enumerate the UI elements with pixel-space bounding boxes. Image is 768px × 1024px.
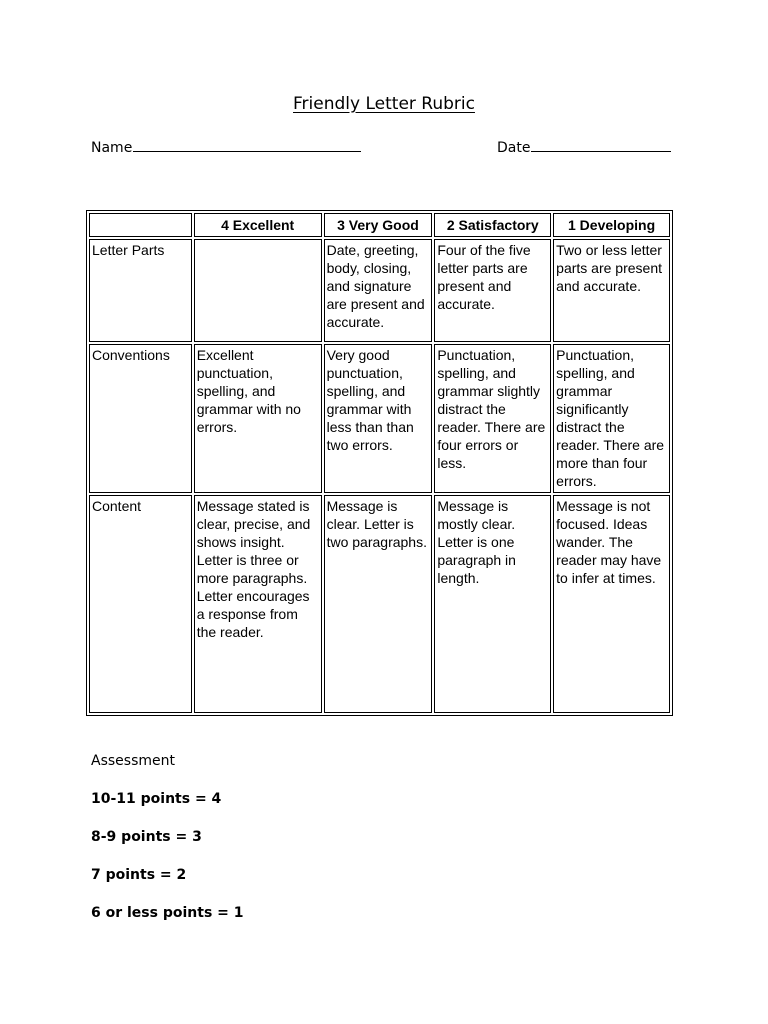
header-cell-excellent: 4 Excellent bbox=[194, 213, 322, 237]
rubric-header-row bbox=[89, 213, 670, 237]
rubric-cell: Message is clear. Letter is two paragraphs. bbox=[324, 495, 433, 713]
rubric-cell: Punctuation, spelling, and grammar slightly distract the reader. There are four errors or less. bbox=[434, 344, 551, 493]
assessment-rule: 6 or less points = 1 bbox=[91, 905, 244, 921]
table-row bbox=[89, 239, 670, 342]
rubric-cell: Very good punctuation, spelling, and grammar with less than than two errors. bbox=[324, 344, 433, 493]
rubric-cell: Four of the five letter parts are present and accurate. bbox=[434, 239, 551, 342]
document-title bbox=[0, 94, 768, 114]
row-category-letter-parts: Letter Parts bbox=[89, 239, 192, 342]
row-category-conventions: Conventions bbox=[89, 344, 192, 493]
header-cell-developing: 1 Developing bbox=[553, 213, 670, 237]
assessment-rule: 10-11 points = 4 bbox=[91, 791, 222, 807]
assessment-rule: 7 points = 2 bbox=[91, 867, 187, 883]
rubric-table bbox=[86, 210, 673, 716]
assessment-heading: Assessment bbox=[91, 753, 175, 769]
rubric-cell: Message is not focused. Ideas wander. The reader may have to infer at times. bbox=[553, 495, 670, 713]
date-blank-line bbox=[531, 137, 671, 152]
table-row bbox=[89, 344, 670, 493]
header-cell-satisfactory: 2 Satisfactory bbox=[434, 213, 551, 237]
rubric-cell: Punctuation, spelling, and grammar significantly distract the reader. There are more than four errors. bbox=[553, 344, 670, 493]
name-blank-line bbox=[133, 137, 361, 152]
rubric-cell: Date, greeting, body, closing, and signature are present and accurate. bbox=[324, 239, 433, 342]
date-field bbox=[497, 137, 671, 156]
rubric-cell bbox=[194, 239, 322, 342]
header-cell-very-good: 3 Very Good bbox=[324, 213, 433, 237]
assessment-rule: 8-9 points = 3 bbox=[91, 829, 202, 845]
header-cell-empty bbox=[89, 213, 192, 237]
rubric-cell: Message is mostly clear. Letter is one paragraph in length. bbox=[434, 495, 551, 713]
row-category-content: Content bbox=[89, 495, 192, 713]
rubric-cell: Excellent punctuation, spelling, and grammar with no errors. bbox=[194, 344, 322, 493]
rubric-cell: Message stated is clear, precise, and shows insight. Letter is three or more paragraphs. Letter encourages a response from the reader. bbox=[194, 495, 322, 713]
table-row bbox=[89, 495, 670, 713]
date-label: Date bbox=[497, 140, 531, 156]
name-label: Name bbox=[91, 140, 133, 156]
assessment-section bbox=[91, 753, 244, 943]
name-field bbox=[91, 137, 361, 156]
rubric-cell: Two or less letter parts are present and accurate. bbox=[553, 239, 670, 342]
document-title-text: Friendly Letter Rubric bbox=[293, 94, 475, 114]
